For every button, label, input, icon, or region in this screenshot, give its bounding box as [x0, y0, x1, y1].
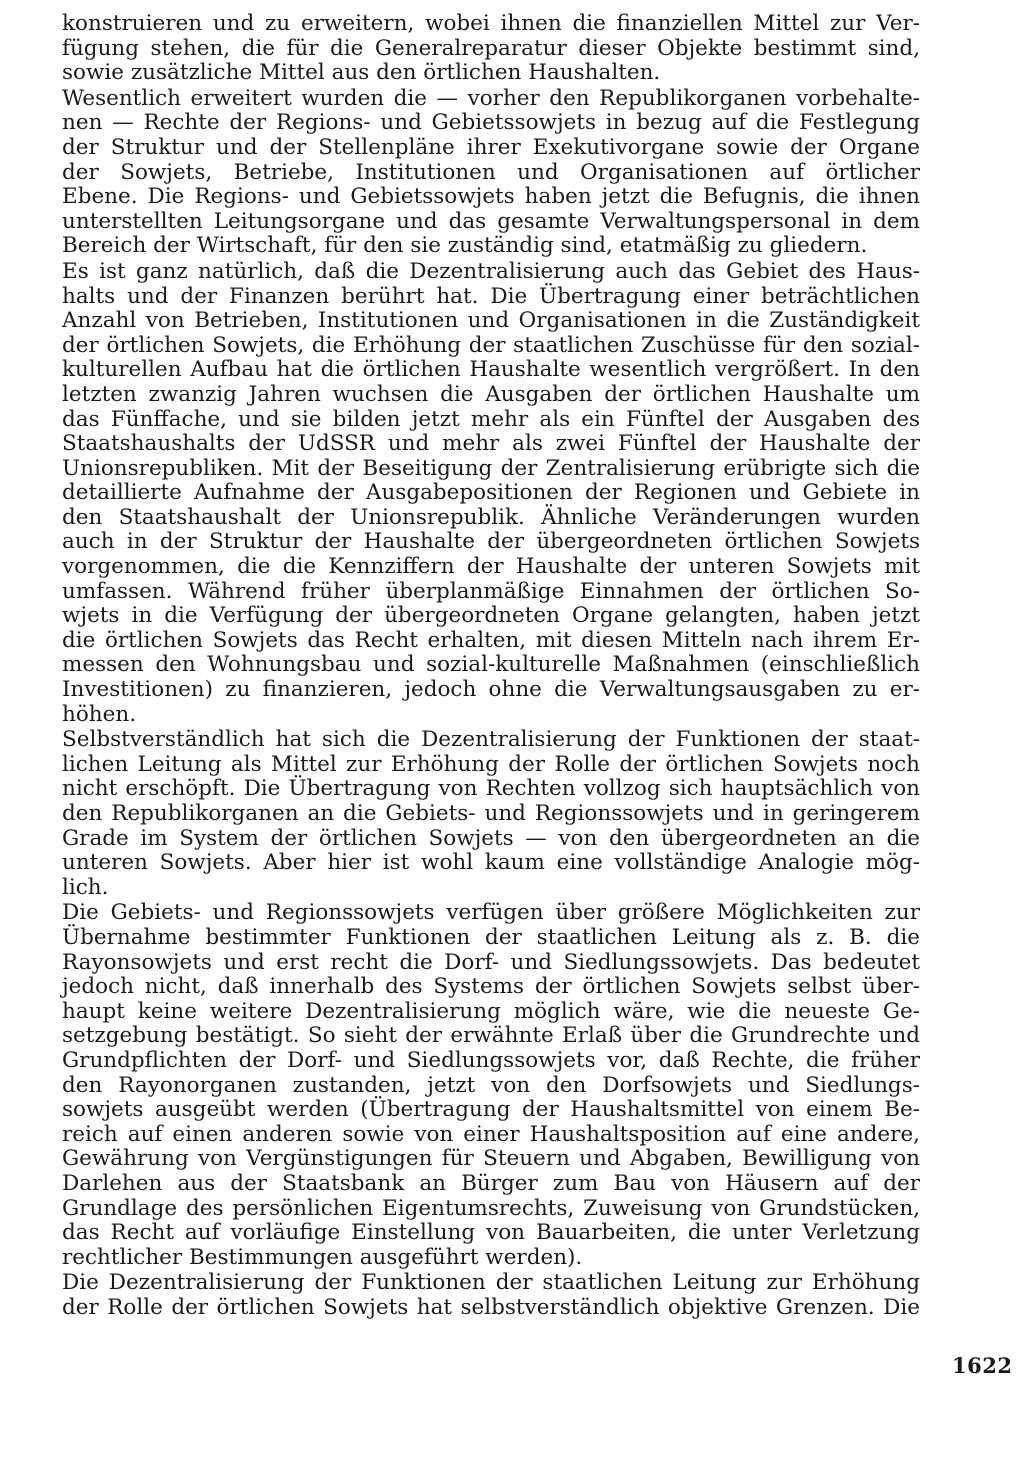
text-line: letzten zwanzig Jahren wuchsen die Ausgaben der örtlichen Haushalte um	[62, 381, 920, 407]
text-line: Übernahme bestimmter Funktionen der staatlichen Leitung als z. B. die	[62, 924, 920, 950]
text-line: umfassen. Während früher überplanmäßige Einnahmen der örtlichen So-	[62, 578, 920, 604]
text-line: konstruieren und zu erweitern, wobei ihnen die finanziellen Mittel zur Ver-	[62, 11, 920, 36]
text-line: Gewährung von Vergünstigungen für Steuern und Abgaben, Bewilligung von	[62, 1146, 920, 1172]
text-line: Die Gebiets- und Regionssowjets verfügen über größere Möglichkeiten zur	[62, 900, 920, 926]
text-line: detaillierte Aufnahme der Ausgabepositionen der Regionen und Gebiete in	[62, 480, 920, 506]
text-line: Unionsrepubliken. Mit der Beseitigung der Zentralisierung erübrigte sich die	[62, 455, 920, 481]
text-line: vorgenommen, die die Kennziffern der Haushalte der unteren Sowjets mit	[62, 554, 920, 580]
text-line: lichen Leitung als Mittel zur Erhöhung der Rolle der örtlichen Sowjets noch	[62, 751, 920, 777]
text-line: höhen.	[62, 701, 137, 727]
text-line: Staatshaushalts der UdSSR und mehr als zwei Fünftel der Haushalte der	[62, 431, 920, 457]
text-line: der Rolle der örtlichen Sowjets hat selbstverständlich objektive Grenzen. Die	[62, 1294, 920, 1320]
paragraph	[62, 901, 920, 1270]
page-number: 1622	[952, 1353, 1013, 1378]
text-line: Investitionen) zu finanzieren, jedoch ohne die Verwaltungsausgaben zu er-	[62, 677, 920, 703]
text-line: messen den Wohnungsbau und sozial-kulturelle Maßnahmen (einschließlich	[62, 652, 920, 678]
text-line: nen — Rechte der Regions- und Gebietssowjets in bezug auf die Festlegung	[62, 110, 920, 136]
text-line: das Recht auf vorläufige Einstellung von Bauarbeiten, die unter Verletzung	[62, 1220, 920, 1246]
text-line: sowjets ausgeübt werden (Übertragung der Haushaltsmittel von einem Be-	[62, 1097, 920, 1123]
text-line: den Republikorganen an die Gebiets- und Regionssowjets und in geringerem	[62, 801, 920, 826]
text-line: lich.	[62, 874, 109, 900]
text-line: unteren Sowjets. Aber hier ist wohl kaum eine vollständige Analogie mög-	[62, 850, 920, 876]
text-line: rechtlicher Bestimmungen ausgeführt werden).	[62, 1244, 583, 1270]
text-line: sowie zusätzliche Mittel aus den örtlichen Haushalten.	[62, 60, 661, 86]
text-line: setzgebung bestätigt. So sieht der erwähnte Erlaß über die Grundrechte und	[62, 1023, 920, 1049]
text-line: Selbstverständlich hat sich die Dezentralisierung der Funktionen der staat-	[62, 727, 920, 753]
text-line: Wesentlich erweitert wurden die — vorher den Republikorganen vorbehalte-	[62, 85, 920, 111]
text-line: der örtlichen Sowjets, die Erhöhung der staatlichen Zuschüsse für den sozial-	[62, 332, 920, 358]
text-line: den Staatshaushalt der Unionsrepublik. Ähnliche Veränderungen wurden	[62, 504, 920, 530]
text-line: jedoch nicht, daß innerhalb des Systems der örtlichen Sowjets selbst über-	[62, 974, 920, 1000]
text-line: Anzahl von Betrieben, Institutionen und Organisationen in die Zuständigkeit	[62, 308, 920, 334]
text-line: nicht erschöpft. Die Übertragung von Rechten vollzog sich hauptsächlich von	[62, 776, 920, 802]
text-line: haupt keine weitere Dezentralisierung möglich wäre, wie die neueste Ge-	[62, 998, 920, 1024]
paragraph	[62, 12, 920, 86]
text-line: Grundlage des persönlichen Eigentumsrechts, Zuweisung von Grundstücken,	[62, 1195, 920, 1221]
text-line: der Struktur und der Stellenpläne ihrer Exekutivorgane sowie der Organe	[62, 134, 920, 160]
text-line: Grade im System der örtlichen Sowjets — von den übergeordneten an die	[62, 825, 920, 851]
text-line: auch in der Struktur der Haushalte der übergeordneten örtlichen Sowjets	[62, 529, 920, 555]
paragraph	[62, 728, 920, 900]
paragraph	[62, 87, 920, 259]
text-line: die örtlichen Sowjets das Recht erhalten, mit diesen Mitteln nach ihrem Er-	[62, 627, 920, 653]
text-line: halts und der Finanzen berührt hat. Die Übertragung einer beträchtlichen	[62, 283, 920, 309]
text-line: das Fünffache, und sie bilden jetzt mehr als ein Fünftel der Ausgaben des	[62, 406, 920, 432]
text-line: den Rayonorganen zustanden, jetzt von den Dorfsowjets und Siedlungs-	[62, 1072, 920, 1098]
text-line: Bereich der Wirtschaft, für den sie zuständig sind, etatmäßig zu gliedern.	[62, 233, 868, 259]
text-line: Die Dezentralisierung der Funktionen der staatlichen Leitung zur Erhöhung	[62, 1270, 920, 1296]
text-line: fügung stehen, die für die Generalreparatur dieser Objekte bestimmt sind,	[62, 35, 920, 61]
page-body	[62, 12, 920, 1320]
text-line: Grundpflichten der Dorf- und Siedlungssowjets vor, daß Rechte, die früher	[62, 1047, 920, 1073]
text-line: Rayonsowjets und erst recht die Dorf- und Siedlungssowjets. Das bedeutet	[62, 949, 920, 975]
text-line: Ebene. Die Regions- und Gebietssowjets haben jetzt die Befugnis, die ihnen	[62, 184, 920, 210]
text-line: kulturellen Aufbau hat die örtlichen Haushalte wesentlich vergrößert. In den	[62, 357, 920, 383]
text-line: reich auf einen anderen sowie von einer Haushaltsposition auf eine andere,	[62, 1121, 920, 1147]
paragraph	[62, 260, 920, 727]
text-line: Darlehen aus der Staatsbank an Bürger zum Bau von Häusern auf der	[62, 1170, 920, 1196]
text-line: unterstellten Leitungsorgane und das gesamte Verwaltungspersonal in dem	[62, 208, 920, 234]
text-line: Es ist ganz natürlich, daß die Dezentralisierung auch das Gebiet des Haus-	[62, 258, 920, 284]
text-line: wjets in die Verfügung der übergeordneten Organe gelangten, haben jetzt	[62, 603, 920, 629]
paragraph	[62, 1271, 920, 1320]
text-line: der Sowjets, Betriebe, Institutionen und Organisationen auf örtlicher	[62, 159, 920, 185]
